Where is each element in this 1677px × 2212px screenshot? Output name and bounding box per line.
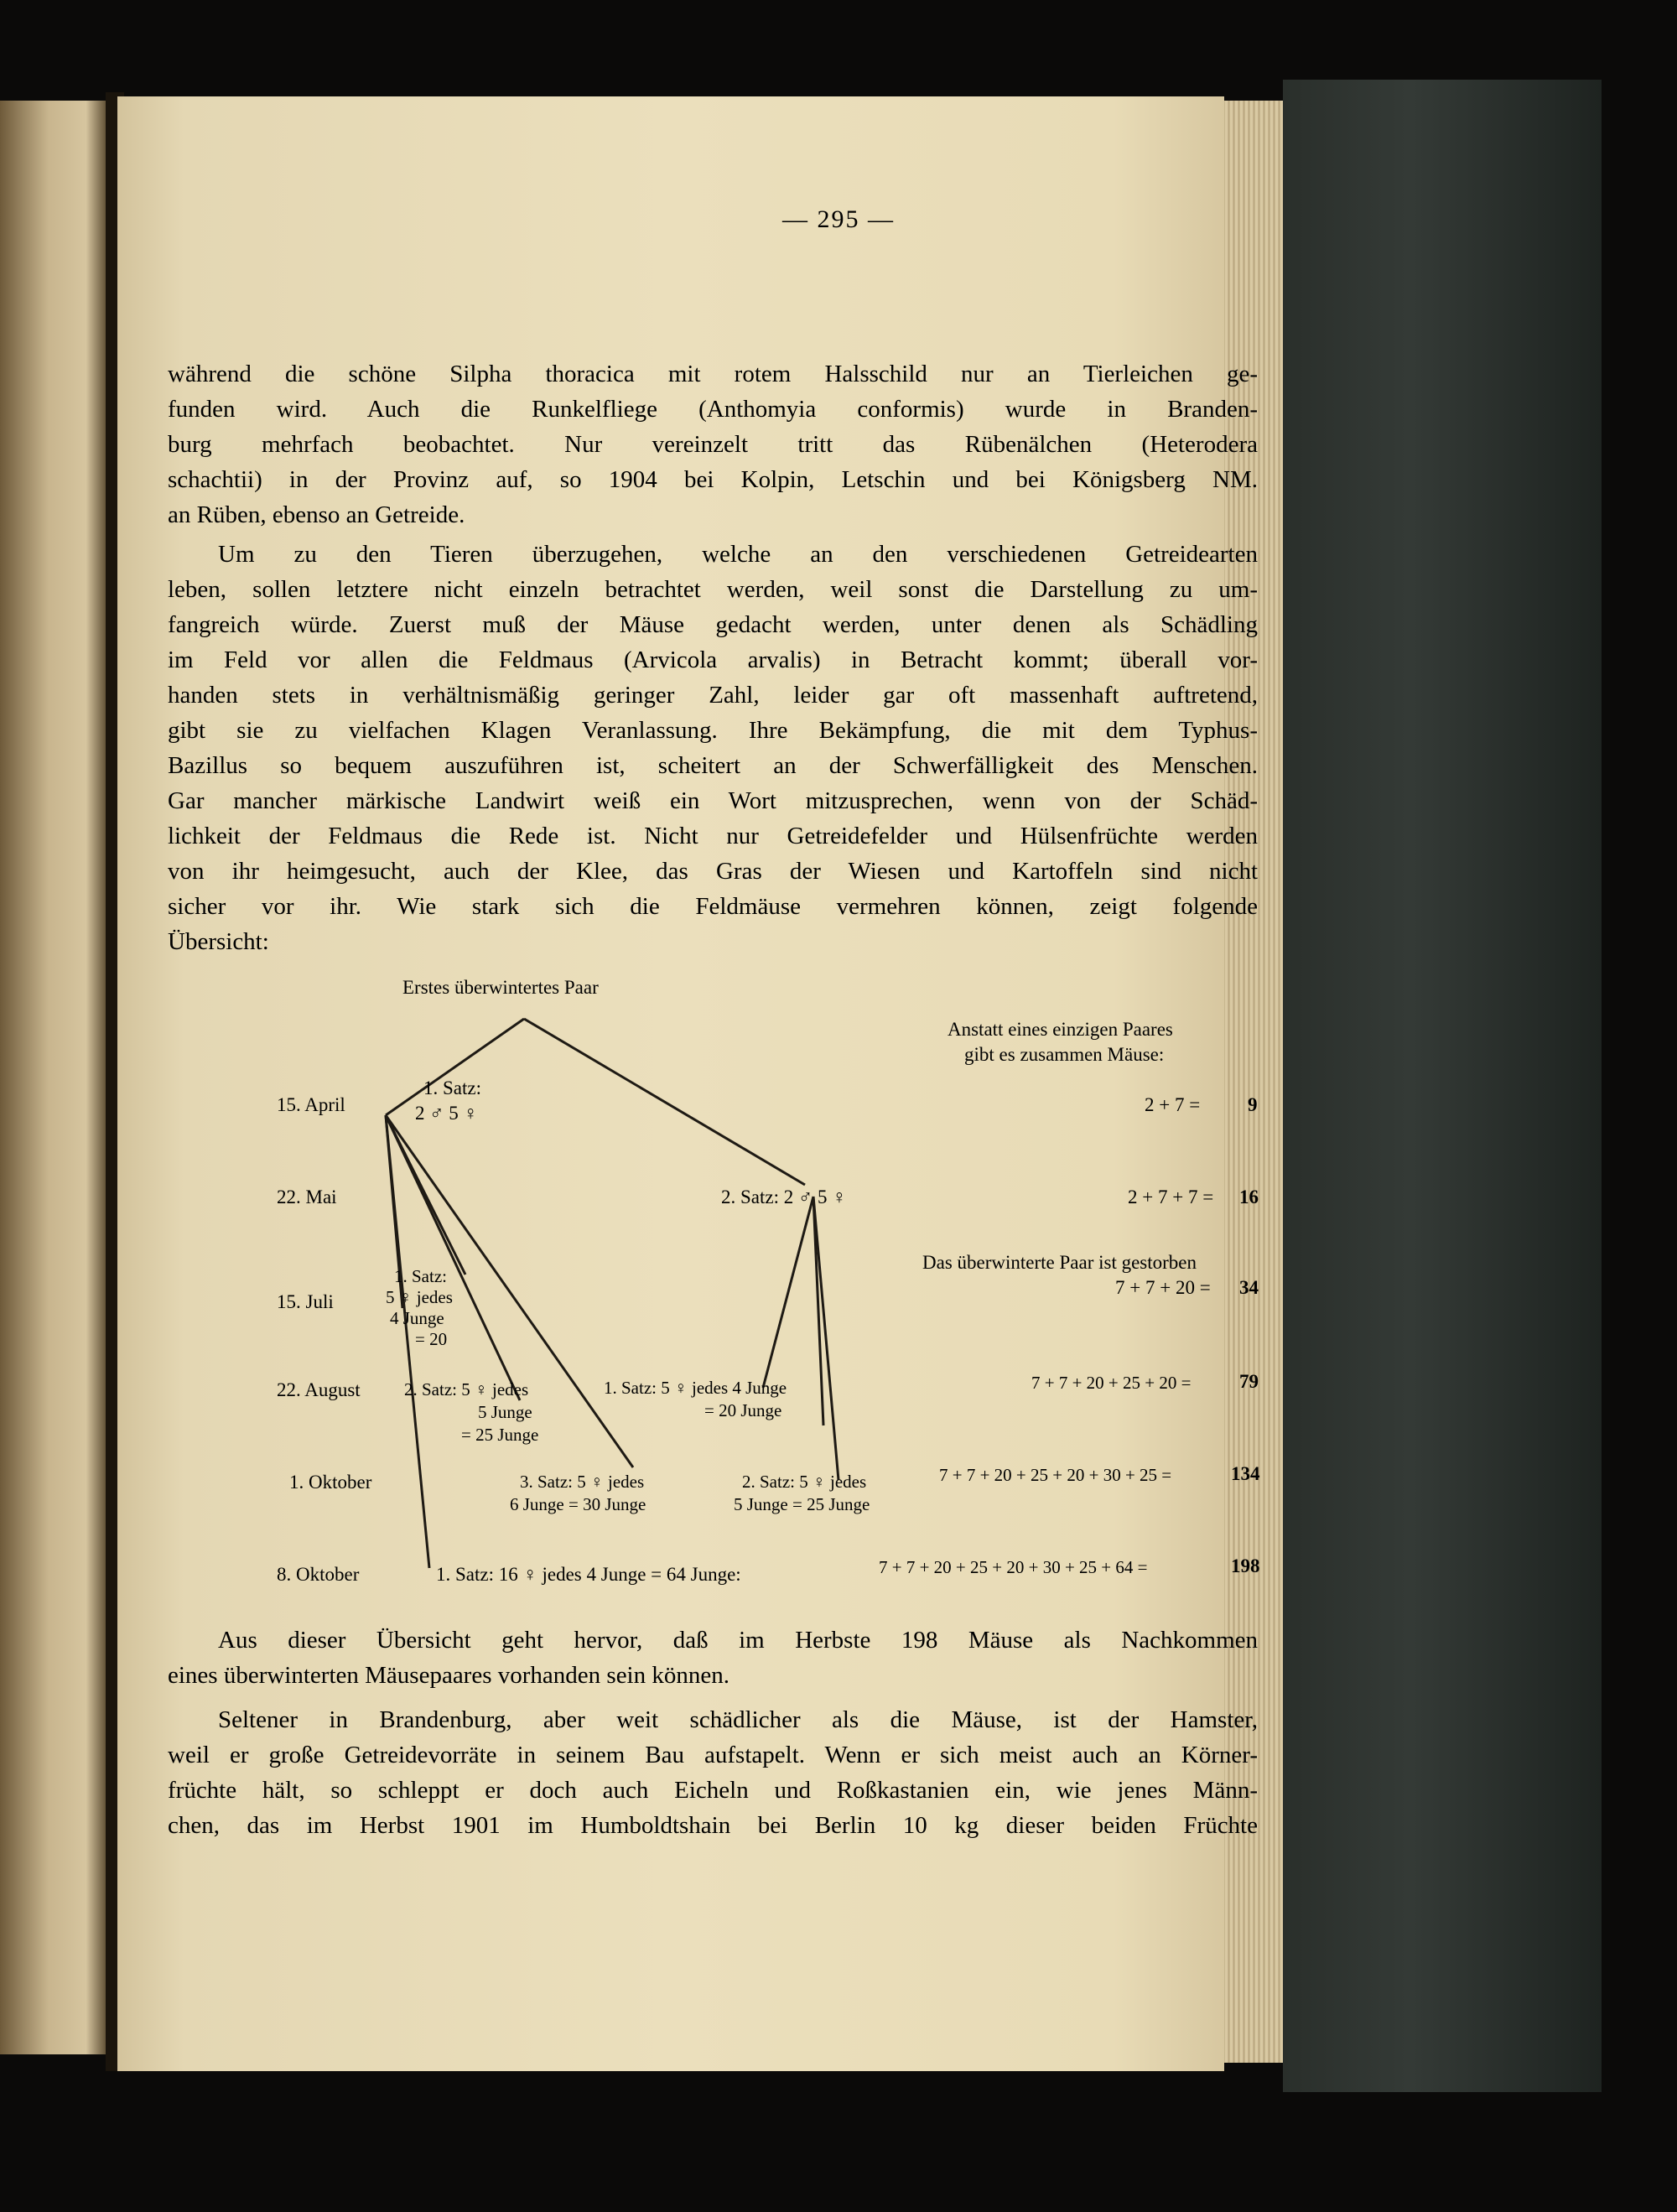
branch-line (763, 1197, 813, 1388)
text-line: an Rüben, ebenso an Getreide. (168, 501, 465, 528)
text-line: Um zu den Tieren überzugehen, welche an den verschiedenen Getreidearten (218, 541, 1258, 568)
text-line: im Feld vor allen die Feldmaus (Arvicola arvalis) in Betracht kommt; überall vor- (168, 646, 1258, 673)
date-label: 22. Mai (277, 1186, 337, 1207)
sum-total: 198 (1231, 1555, 1260, 1576)
date-label: 1. Oktober (289, 1472, 372, 1493)
litter-label: 2. Satz: 2 ♂ 5 ♀ (721, 1186, 847, 1207)
sum-total: 34 (1239, 1277, 1259, 1298)
branch-line (524, 1019, 805, 1185)
diagram-top-label: Erstes überwintertes Paar (402, 977, 599, 998)
litter-label: 4 Junge (390, 1308, 444, 1328)
paragraph-2 (168, 537, 1258, 959)
litter-label: 1. Satz: (394, 1266, 447, 1286)
paragraph-3 (168, 1623, 1258, 1693)
text-line: lichkeit der Feldmaus die Rede ist. Nicht nur Getreidefelder und Hülsenfrüchte werden (168, 823, 1258, 849)
litter-label: 1. Satz: (423, 1077, 481, 1098)
text-line: Bazillus so bequem auszuführen ist, scheitert an der Schwerfälligkeit des Menschen. (168, 752, 1258, 779)
date-label: 15. Juli (277, 1291, 334, 1312)
sum-expression: 7 + 7 + 20 = (1115, 1277, 1211, 1298)
litter-label: 2. Satz: 5 ♀ jedes (742, 1472, 867, 1492)
text-line: Seltener in Brandenburg, aber weit schädlicher als die Mäuse, ist der Hamster, (218, 1706, 1258, 1733)
sum-expression: 2 + 7 = (1145, 1094, 1201, 1115)
diagram-right-header: gibt es zusammen Mäuse: (964, 1044, 1165, 1065)
text-line: burg mehrfach beobachtet. Nur vereinzelt tritt das Rübenälchen (Heterodera (168, 431, 1258, 458)
litter-label: 6 Junge = 30 Junge (510, 1494, 646, 1514)
diagram-right-header: Anstatt eines einzigen Paares (948, 1019, 1173, 1040)
text-line: während die schöne Silpha thoracica mit rotem Halsschild nur an Tierleichen ge- (168, 361, 1258, 387)
date-label: 15. April (277, 1094, 345, 1115)
branch-line (386, 1115, 520, 1400)
text-line: Gar mancher märkische Landwirt weiß ein Wort mitzusprechen, wenn von der Schäd- (168, 787, 1258, 814)
sum-total: 79 (1239, 1371, 1259, 1392)
text-line: eines überwinterten Mäusepaares vorhanden sein können. (168, 1662, 729, 1689)
litter-label: 1. Satz: 5 ♀ jedes 4 Junge (604, 1378, 787, 1398)
text-line: handen stets in verhältnismäßig geringer Zahl, leider gar oft massenhaft auftretend, (168, 682, 1258, 709)
litter-label: = 20 (415, 1329, 448, 1349)
text-line: funden wird. Auch die Runkelfliege (Anthomyia conformis) wurde in Branden- (168, 396, 1258, 423)
died-note: Das überwinterte Paar ist gestorben (922, 1252, 1197, 1273)
sum-expression: 2 + 7 + 7 = (1128, 1186, 1214, 1207)
text-line: Aus dieser Übersicht geht hervor, daß im Herbste 198 Mäuse als Nachkommen (218, 1627, 1258, 1654)
litter-label: 5 Junge = 25 Junge (734, 1494, 870, 1514)
text-line: chen, das im Herbst 1901 im Humboldtshain bei Berlin 10 kg dieser beiden Früchte (168, 1812, 1258, 1839)
text-line: früchte hält, so schleppt er doch auch Eicheln und Roßkastanien ein, wie jenes Männ- (168, 1777, 1258, 1804)
text-line: gibt sie zu vielfachen Klagen Veranlassung. Ihre Bekämpfung, die mit dem Typhus- (168, 717, 1258, 744)
litter-label: 3. Satz: 5 ♀ jedes (520, 1472, 645, 1492)
litter-label: = 25 Junge (461, 1425, 539, 1445)
text-line: Übersicht: (168, 928, 269, 955)
sum-expression: 7 + 7 + 20 + 25 + 20 + 30 + 25 = (939, 1465, 1172, 1485)
litter-label: 2 ♂ 5 ♀ (415, 1103, 478, 1124)
sum-expression: 7 + 7 + 20 + 25 + 20 + 30 + 25 + 64 = (879, 1557, 1148, 1577)
text-line: sicher vor ihr. Wie stark sich die Feldmäuse vermehren können, zeigt folgende (168, 893, 1258, 920)
text-line: weil er große Getreidevorräte in seinem Bau aufstapelt. Wenn er sich meist auch an Körner- (168, 1742, 1258, 1768)
sum-expression: 7 + 7 + 20 + 25 + 20 = (1031, 1373, 1192, 1393)
sum-total: 134 (1231, 1463, 1260, 1484)
text-line: schachtii) in der Provinz auf, so 1904 bei Kolpin, Letschin und bei Königsberg NM. (168, 466, 1258, 493)
date-label: 8. Oktober (277, 1564, 360, 1585)
branch-line (813, 1197, 823, 1425)
text-line: von ihr heimgesucht, auch der Klee, das Gras der Wiesen und Kartoffeln sind nicht (168, 858, 1258, 885)
sum-total: 16 (1239, 1186, 1259, 1207)
sum-total: 9 (1248, 1094, 1258, 1115)
reproduction-diagram (252, 977, 1283, 1614)
paragraph-1 (168, 356, 1258, 532)
branch-line (813, 1197, 838, 1480)
book-cover (1283, 80, 1602, 2092)
litter-label: 5 ♀ jedes (386, 1287, 453, 1307)
text-line: fangreich würde. Zuerst muß der Mäuse gedacht werden, unter denen als Schädling (168, 611, 1258, 638)
litter-label: 2. Satz: 5 ♀ jedes (404, 1379, 529, 1399)
page-number: — 295 — (782, 205, 895, 233)
paragraph-4 (168, 1702, 1258, 1843)
litter-label: = 20 Junge (704, 1400, 782, 1420)
previous-page-edge (0, 101, 107, 2054)
text-line: leben, sollen letztere nicht einzeln betrachtet werden, weil sonst die Darstellung zu um- (168, 576, 1258, 603)
litter-label: 5 Junge (478, 1402, 532, 1422)
litter-label: 1. Satz: 16 ♀ jedes 4 Junge = 64 Junge: (436, 1564, 741, 1585)
branch-line (386, 1019, 524, 1115)
date-label: 22. August (277, 1379, 361, 1400)
